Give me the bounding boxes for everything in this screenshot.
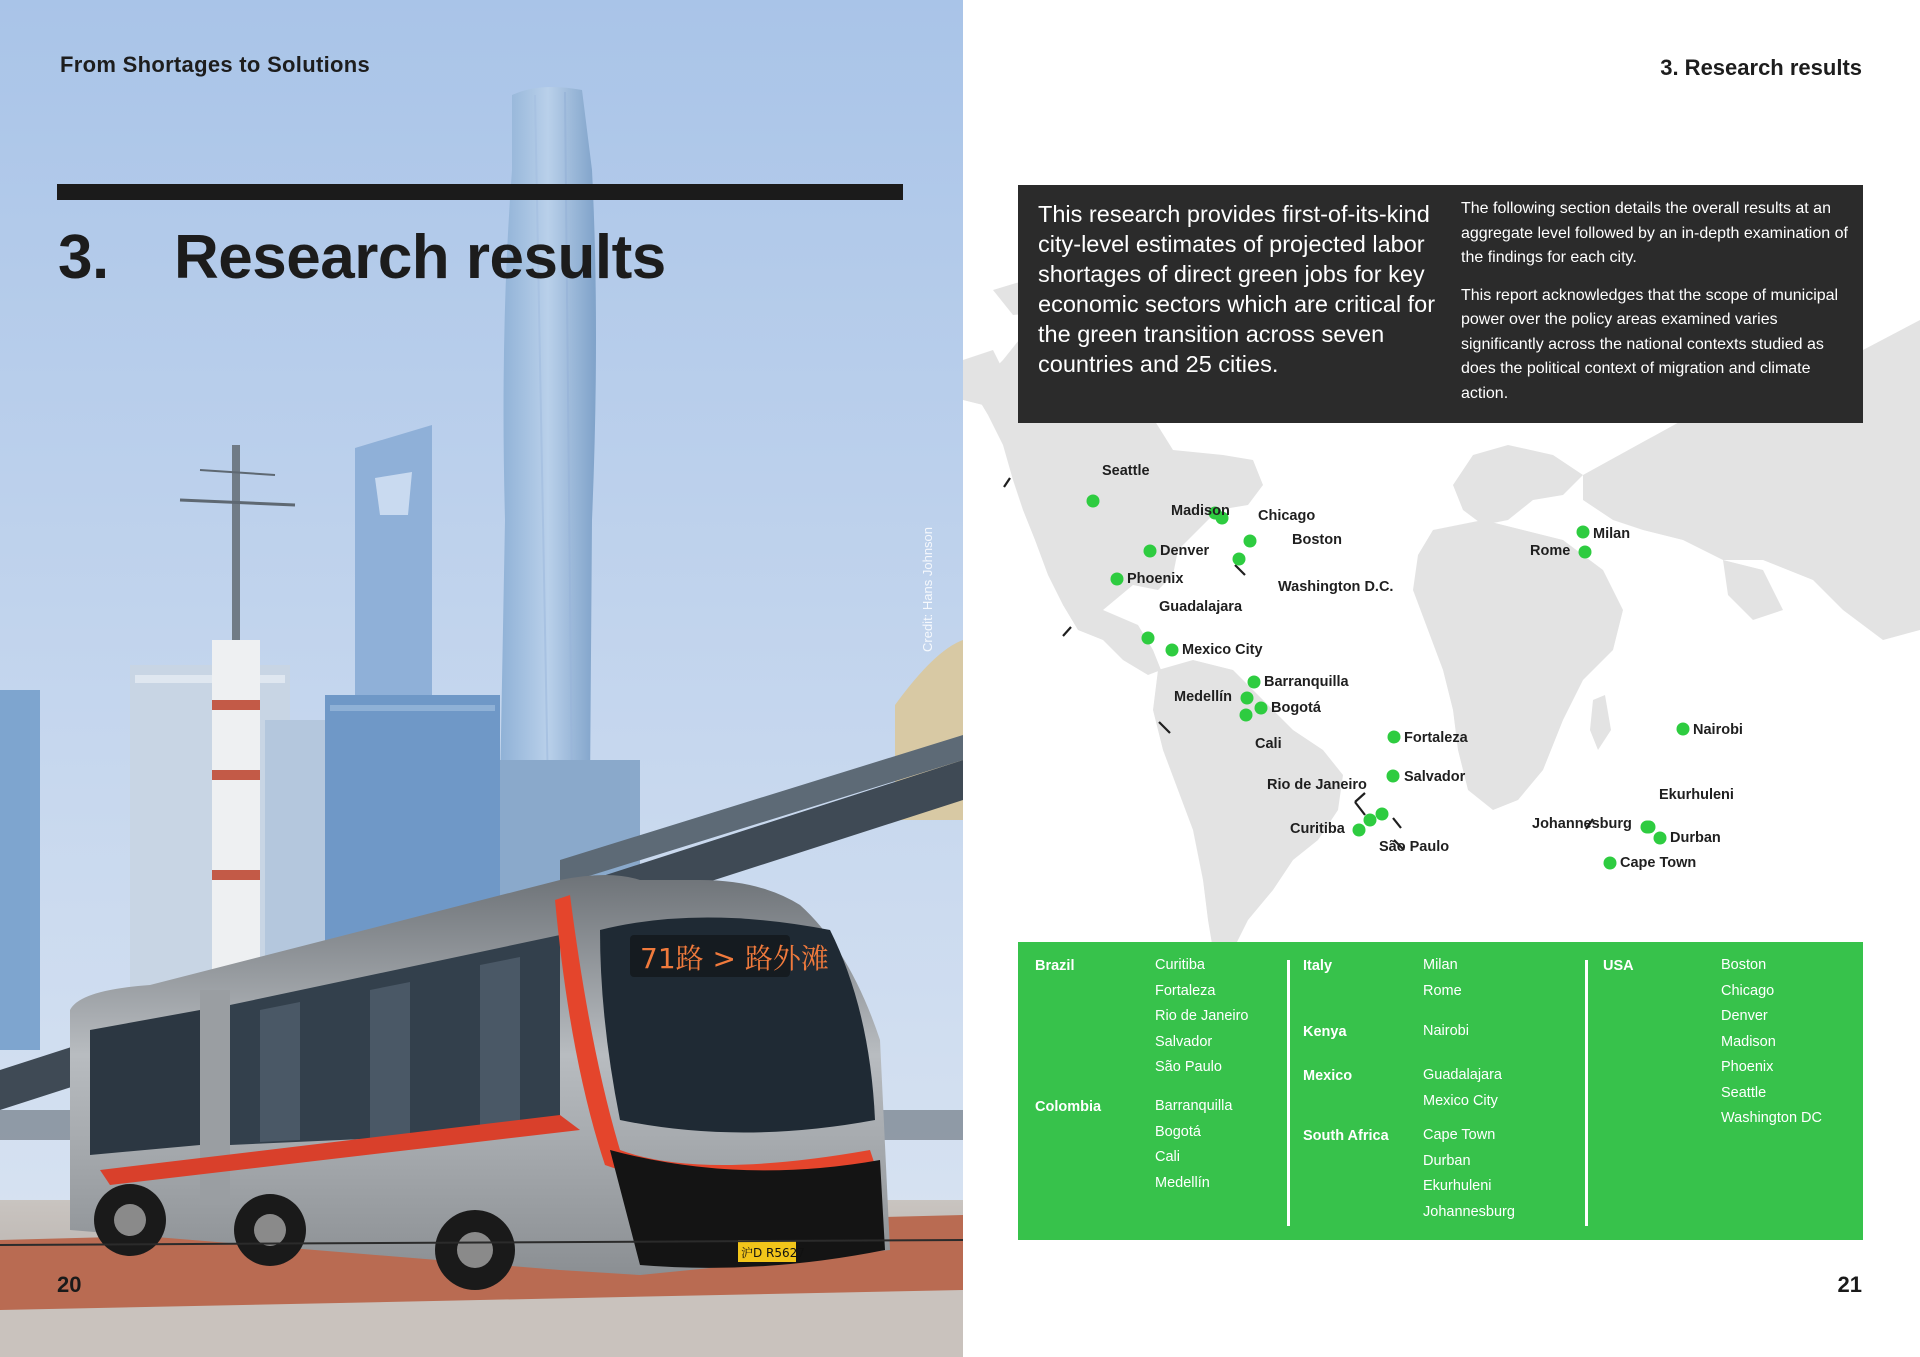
marker-rio-de-janeiro (1376, 808, 1389, 821)
intro-paragraph-2: This report acknowledges that the scope of municipal power over the policy areas examined varies significantly across the national contexts studied as does the political context of migration and climate action. (1461, 286, 1839, 402)
map-label-curitiba: Curitiba (1290, 821, 1345, 837)
map-label-rome: Rome (1530, 543, 1571, 559)
map-label-denver: Denver (1160, 543, 1210, 559)
list-item: Mexico City (1423, 1092, 1498, 1109)
section-number: 3. (58, 223, 109, 292)
marker-durban (1654, 832, 1667, 845)
map-label-ekurhuleni: Ekurhuleni (1659, 787, 1734, 803)
marker-fortaleza (1388, 731, 1401, 744)
list-item: São Paulo (1155, 1059, 1222, 1075)
list-item: Cape Town (1423, 1127, 1496, 1143)
country-italy: Italy (1303, 958, 1333, 974)
marker-boston (1244, 535, 1257, 548)
marker-medellin (1241, 692, 1254, 705)
marker-barranquilla (1248, 676, 1261, 689)
column-divider (1585, 960, 1588, 1226)
map-label-salvador: Salvador (1404, 769, 1466, 785)
right-page (963, 0, 1920, 1357)
marker-johannesburg (1643, 821, 1656, 834)
map-label-barranquilla: Barranquilla (1264, 674, 1349, 690)
section-title-text: Research results (174, 223, 666, 292)
photo-credit: Credit: Hans Johnson (920, 526, 935, 652)
running-head-right: 3. Research results (1660, 55, 1862, 80)
list-item: Seattle (1721, 1084, 1767, 1101)
map-label-chicago: Chicago (1258, 508, 1316, 524)
list-item: Rome (1423, 982, 1462, 999)
city-list-kenya (1423, 1019, 1469, 1045)
marker-nairobi (1677, 723, 1690, 736)
column-divider (1287, 960, 1290, 1226)
map-label-rio-de-janeiro: Rio de Janeiro (1267, 777, 1367, 793)
marker-milan (1577, 526, 1590, 539)
marker-washington (1233, 553, 1246, 566)
city-list-mexico (1423, 1063, 1502, 1114)
marker-mexico-city (1166, 644, 1179, 657)
section-title (58, 222, 666, 293)
map-label-bogota: Bogotá (1271, 700, 1321, 716)
map-label-mexico-city: Mexico City (1182, 642, 1263, 658)
marker-salvador (1387, 770, 1400, 783)
marker-cape-town (1604, 857, 1617, 870)
intro-lead-text: This research provides first-of-its-kind city-level estimates of projected labor shortages of direct green jobs for key economic sectors which are critical for the green transition across seven countries and 25 cities. (1038, 201, 1436, 377)
list-item: Madison (1721, 1033, 1776, 1050)
list-item: Washington DC (1721, 1110, 1823, 1126)
list-item: Boston (1721, 957, 1767, 973)
map-label-boston: Boston (1292, 532, 1342, 548)
list-item: Milan (1423, 957, 1458, 973)
list-item: Durban (1423, 1152, 1471, 1169)
city-list-south-africa (1423, 1123, 1515, 1225)
marker-curitiba (1353, 824, 1366, 837)
list-item: Chicago (1721, 982, 1775, 999)
list-item: Bogotá (1155, 1123, 1201, 1140)
marker-seattle (1087, 495, 1100, 508)
marker-phoenix (1111, 573, 1124, 586)
map-label-cali: Cali (1255, 736, 1282, 752)
country-kenya: Kenya (1303, 1024, 1347, 1040)
marker-guadalajara (1142, 632, 1155, 645)
list-item: Nairobi (1423, 1023, 1469, 1039)
list-item: Medellín (1155, 1174, 1210, 1191)
map-label-milan: Milan (1593, 526, 1631, 542)
map-label-nairobi: Nairobi (1693, 722, 1743, 738)
map-label-johannesburg: Johannesburg (1532, 816, 1632, 832)
country-colombia: Colombia (1035, 1099, 1102, 1115)
list-item: Phoenix (1721, 1059, 1774, 1075)
country-usa: USA (1603, 958, 1634, 974)
bus-route-sign: 71路 > 路外滩 (640, 942, 829, 975)
intro-box (1018, 185, 1863, 423)
map-label-cape-town: Cape Town (1620, 855, 1697, 871)
country-south-africa: South Africa (1303, 1128, 1389, 1144)
bus-license-plate: 沪D R5627 (741, 1246, 805, 1260)
country-brazil: Brazil (1035, 958, 1075, 974)
list-item: Rio de Janeiro (1155, 1008, 1249, 1024)
list-item: Johannesburg (1423, 1203, 1515, 1220)
marker-cali (1240, 709, 1253, 722)
map-label-phoenix: Phoenix (1127, 571, 1184, 587)
city-list-italy (1423, 953, 1462, 1004)
map-label-durban: Durban (1670, 830, 1721, 846)
marker-sao-paulo (1364, 814, 1377, 827)
list-item: Fortaleza (1155, 982, 1216, 999)
map-label-guadalajara: Guadalajara (1159, 599, 1243, 615)
list-item: Curitiba (1155, 957, 1205, 973)
country-mexico: Mexico (1303, 1068, 1353, 1084)
map-label-seattle: Seattle (1102, 463, 1150, 479)
list-item: Salvador (1155, 1033, 1213, 1050)
marker-bogota (1255, 702, 1268, 715)
list-item: Barranquilla (1155, 1098, 1233, 1114)
marker-rome (1579, 546, 1592, 559)
city-list-usa (1721, 953, 1822, 1132)
section-title-rule (57, 184, 903, 200)
list-item: Cali (1155, 1149, 1180, 1165)
map-label-washington: Washington D.C. (1278, 579, 1394, 595)
intro-side-text (1461, 197, 1853, 406)
list-item: Ekurhuleni (1423, 1178, 1492, 1194)
map-label-fortaleza: Fortaleza (1404, 730, 1468, 746)
intro-paragraph-1: The following section details the overall results at an aggregate level followed by an in-depth examination of the findings for each city. (1461, 200, 1848, 266)
map-label-medellin: Medellín (1174, 689, 1233, 705)
map-label-madison: Madison (1171, 503, 1230, 519)
running-head-left: From Shortages to Solutions (60, 52, 370, 77)
page-number-left: 20 (57, 1272, 82, 1297)
city-list-colombia (1155, 1094, 1232, 1196)
map-label-sao-paulo: São Paulo (1379, 839, 1450, 855)
city-list-brazil (1155, 953, 1249, 1081)
country-city-list (1018, 942, 1863, 1240)
list-item: Denver (1721, 1008, 1768, 1024)
marker-denver (1144, 545, 1157, 558)
list-item: Guadalajara (1423, 1067, 1502, 1083)
page-number-right: 21 (1837, 1272, 1862, 1297)
